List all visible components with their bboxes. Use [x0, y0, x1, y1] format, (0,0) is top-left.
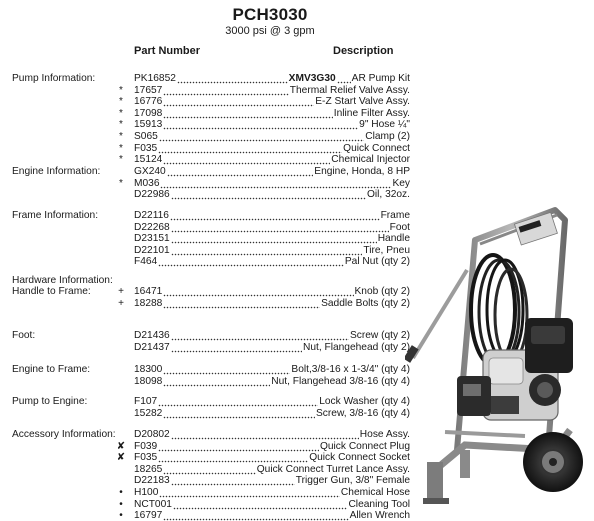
part-description: 9" Hose ¼" — [359, 119, 410, 131]
part-row — [108, 429, 410, 440]
leader-dots — [158, 441, 319, 452]
part-number: 17098 — [134, 107, 163, 119]
part-row — [108, 464, 410, 475]
part-row — [108, 178, 410, 189]
part-number: 16797 — [134, 510, 163, 521]
part-marker: + — [118, 286, 124, 297]
part-description: E-Z Start Valve Assy. — [315, 96, 410, 108]
part-row — [108, 256, 410, 267]
part-number: D23151 — [134, 233, 170, 245]
part-number: F464 — [134, 256, 158, 268]
part-description: Lock Washer (qty 4) — [319, 396, 410, 407]
part-row — [108, 364, 410, 375]
leader-dots — [171, 429, 359, 440]
part-number: H100 — [134, 487, 159, 498]
leader-dots — [160, 178, 391, 189]
part-description: Inline Filter Assy. — [333, 107, 410, 119]
part-row — [108, 154, 410, 165]
part-description: Screw, 3/8-16 (qty 4) — [316, 407, 410, 419]
part-number: S065 — [134, 131, 158, 142]
part-marker: ✘ — [116, 440, 126, 452]
leader-dots — [163, 108, 332, 119]
part-description: Chemical Hose — [340, 487, 410, 498]
part-row — [108, 452, 410, 463]
part-description: Quick Connect Plug — [319, 440, 410, 452]
part-number: 18098 — [134, 375, 163, 387]
part-number: F035 — [134, 142, 158, 154]
leader-dots — [171, 330, 349, 341]
part-row — [108, 119, 410, 130]
part-marker: • — [119, 498, 123, 510]
section-label: Accessory Information: — [12, 429, 116, 440]
section-label: Frame Information: — [12, 210, 99, 221]
column-header-description: Description — [333, 45, 394, 57]
part-number: F035 — [134, 452, 158, 464]
part-marker: * — [119, 84, 123, 96]
leader-dots — [171, 342, 302, 353]
part-description: Allen Wrench — [349, 510, 410, 521]
part-description: Oil, 32oz. — [366, 189, 410, 201]
part-number: 18265 — [134, 463, 163, 475]
part-row — [108, 376, 410, 387]
part-number: 15124 — [134, 154, 163, 166]
part-row — [108, 166, 410, 177]
part-number: GX240 — [134, 166, 166, 177]
part-row — [108, 233, 410, 244]
leader-dots — [159, 487, 340, 498]
part-row — [108, 441, 410, 452]
part-description: Pal Nut (qty 2) — [344, 256, 410, 268]
part-row — [108, 499, 410, 510]
leader-dots — [163, 96, 314, 107]
part-description: Frame — [380, 210, 410, 221]
leader-dots — [159, 131, 364, 142]
part-number: D21437 — [134, 341, 170, 353]
page-subtitle: 3000 psi @ 3 gpm — [225, 25, 315, 37]
part-number: M036 — [134, 177, 160, 189]
part-row — [108, 396, 410, 407]
leader-dots — [158, 143, 342, 154]
part-description: Knob (qty 2) — [354, 286, 410, 297]
part-number: D20802 — [134, 429, 170, 440]
part-row — [108, 108, 410, 119]
leader-dots — [171, 475, 295, 486]
part-row — [108, 85, 410, 96]
part-row — [108, 210, 410, 221]
part-number: 15282 — [134, 407, 163, 419]
section-label: Engine to Frame: — [12, 364, 91, 375]
leader-dots — [171, 189, 366, 200]
part-description: Quick Connect — [343, 142, 410, 154]
leader-dots — [163, 286, 353, 297]
part-row — [108, 330, 410, 341]
part-marker: * — [119, 131, 123, 142]
part-number: 16776 — [134, 96, 163, 108]
part-number: F039 — [134, 440, 158, 452]
part-description: Nut, Flangehead 3/8-16 (qty 4) — [271, 375, 410, 387]
section-label: Engine Information: — [12, 166, 101, 177]
part-number: D22183 — [134, 475, 170, 487]
part-number: PK16852 — [134, 73, 176, 84]
part-number: 18300 — [134, 364, 163, 375]
part-number: 18288 — [134, 297, 163, 309]
part-row — [108, 222, 410, 233]
part-row — [108, 143, 410, 154]
part-description: Hose Assy. — [359, 429, 410, 440]
leader-dots — [167, 166, 314, 177]
leader-dots — [163, 364, 290, 375]
leader-dots — [158, 452, 308, 463]
part-row — [108, 96, 410, 107]
part-number: NCT001 — [134, 498, 172, 510]
leader-dots — [163, 154, 330, 165]
part-number: D22101 — [134, 244, 170, 256]
part-marker: * — [119, 177, 123, 189]
column-header-part-number: Part Number — [134, 45, 201, 57]
part-description: Clamp (2) — [365, 131, 410, 142]
part-description: Thermal Relief Valve Assy. — [289, 84, 410, 96]
part-number: 17657 — [134, 84, 163, 96]
leader-dots — [170, 210, 380, 221]
part-marker: * — [119, 96, 123, 108]
section-label: Foot: — [12, 330, 36, 341]
part-number: D22116 — [134, 210, 169, 221]
pump-model: XMV3G30 — [288, 73, 336, 84]
part-row — [108, 73, 410, 84]
part-description: Trigger Gun, 3/8" Female — [295, 475, 410, 487]
leader-dots — [171, 245, 363, 256]
part-row — [108, 131, 410, 142]
part-marker: • — [119, 487, 123, 498]
part-description: Bolt,3/8-16 x 1-3/4" (qty 4) — [291, 364, 410, 375]
leader-dots — [158, 396, 318, 407]
pressure-washer-photo — [405, 200, 594, 512]
leader-dots — [163, 376, 270, 387]
page-title: PCH3030 — [232, 5, 308, 24]
part-description: Saddle Bolts (qty 2) — [321, 297, 410, 309]
leader-dots — [171, 222, 389, 233]
part-number: D21436 — [134, 330, 170, 341]
part-marker: + — [118, 297, 124, 309]
leader-dots — [337, 73, 351, 84]
part-description: Quick Connect Turret Lance Assy. — [256, 463, 410, 475]
part-description: Foot — [389, 221, 410, 233]
part-number: 16471 — [134, 286, 163, 297]
part-row — [108, 342, 410, 353]
part-marker: * — [119, 107, 123, 119]
part-row — [108, 286, 410, 297]
part-number: F107 — [134, 396, 158, 407]
part-row — [108, 189, 410, 200]
section-label: Pump to Engine: — [12, 396, 88, 407]
leader-dots — [163, 408, 315, 419]
part-number: 15913 — [134, 119, 163, 131]
part-description: Engine, Honda, 8 HP — [314, 166, 410, 177]
part-description: AR Pump Kit — [351, 73, 410, 84]
part-row — [108, 487, 410, 498]
leader-dots — [171, 233, 377, 244]
part-marker: ✘ — [116, 452, 126, 464]
section-label: Pump Information: — [12, 73, 96, 84]
part-marker: * — [119, 119, 123, 131]
part-row — [108, 245, 410, 256]
part-description: Nut, Flangehead (qty 2) — [302, 341, 410, 353]
part-number: D22986 — [134, 189, 170, 201]
part-description: Quick Connect Socket — [309, 452, 410, 464]
part-description: Handle — [377, 233, 410, 245]
leader-dots — [177, 73, 288, 84]
part-marker: • — [119, 510, 123, 521]
part-number: D22268 — [134, 221, 170, 233]
leader-dots — [163, 85, 288, 96]
leader-dots — [173, 499, 348, 510]
part-marker: * — [119, 154, 123, 166]
part-row — [108, 475, 410, 486]
leader-dots — [163, 119, 358, 130]
leader-dots — [163, 464, 255, 475]
part-marker: * — [119, 142, 123, 154]
leader-dots — [158, 256, 344, 267]
part-row — [108, 298, 410, 309]
leader-dots — [163, 298, 320, 309]
part-description: Tire, Pneu — [363, 244, 410, 256]
part-description: Screw (qty 2) — [349, 330, 410, 341]
part-description: Chemical Injector — [331, 154, 410, 166]
part-description: Cleaning Tool — [348, 498, 410, 510]
section-label: Hardware Information: Handle to Frame: — [12, 275, 113, 297]
part-row — [108, 408, 410, 419]
part-description: Key — [392, 177, 410, 189]
